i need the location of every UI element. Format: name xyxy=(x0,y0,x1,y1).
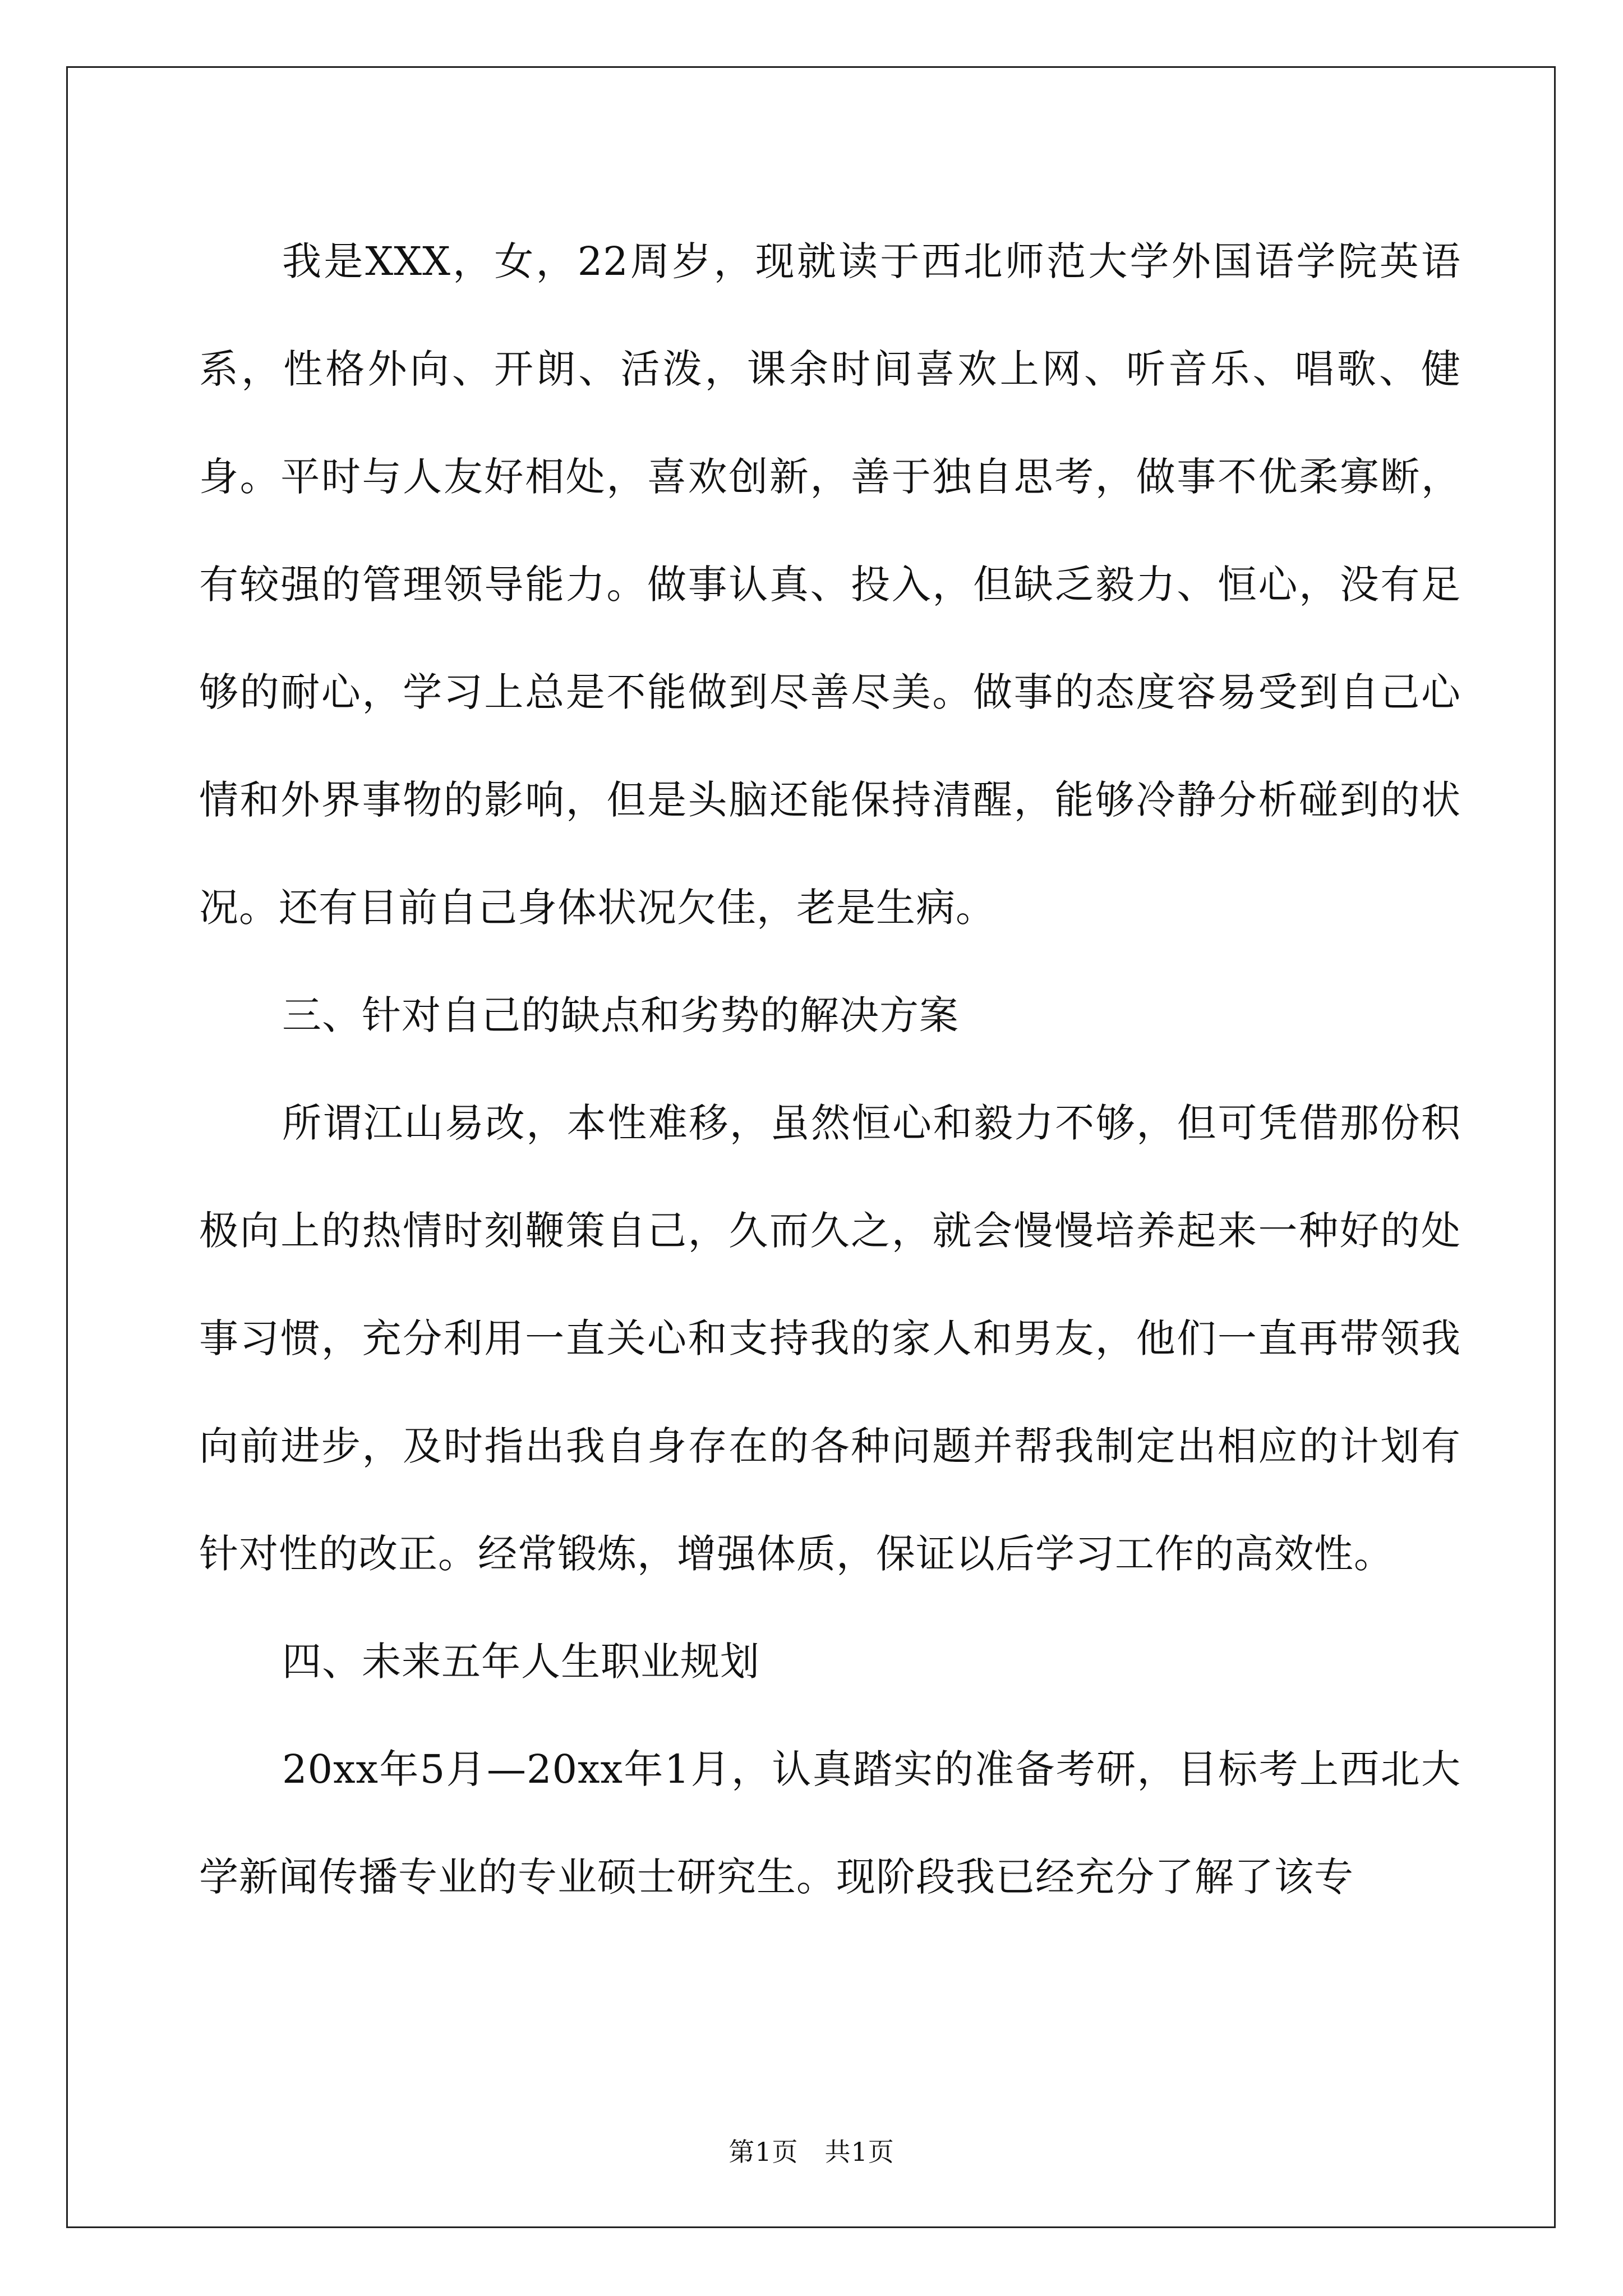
section-heading-3: 三、针对自己的缺点和劣势的解决方案 xyxy=(282,992,959,1038)
section-heading-4: 四、未来五年人生职业规划 xyxy=(282,1639,760,1685)
paragraph-self-description: 我是XXX，女，22周岁，现就读于西北师范大学外国语学院英语系，性格外向、开朗、活泼，课余时间喜欢上网、听音乐、唱歌、健身。平时与人友好相处，喜欢创新，善于独自思考，做事不优柔寡断，有较强的管理领导能力。做事认真、投入，但缺乏毅力、恒心，没有足够的耐心，学习上总是不能做到尽善尽美。做事的态度容易受到自己心情和外界事物的影响，但是头脑还能保持清醒，能够冷静分析碰到的状况。还有目前自己身体状况欠佳，老是生病。 xyxy=(199,238,1461,931)
paragraph-solutions: 所谓江山易改，本性难移，虽然恒心和毅力不够，但可凭借那份积极向上的热情时刻鞭策自己，久而久之，就会慢慢培养起来一种好的处事习惯，充分利用一直关心和支持我的家人和男友，他们一直再带领我向前进步，及时指出我自身存在的各种问题并帮我制定出相应的计划有针对性的改正。经常锻炼，增强体质，保证以后学习工作的高效性。 xyxy=(199,1100,1461,1577)
paragraph-career-plan: 20xx年5月—20xx年1月，认真踏实的准备考研，目标考上西北大学新闻传播专业的专业硕士研究生。现阶段我已经充分了解了该专 xyxy=(199,1746,1461,1900)
page-footer: 第1页 共1页 xyxy=(728,2137,895,2167)
document-body xyxy=(199,208,1461,1931)
